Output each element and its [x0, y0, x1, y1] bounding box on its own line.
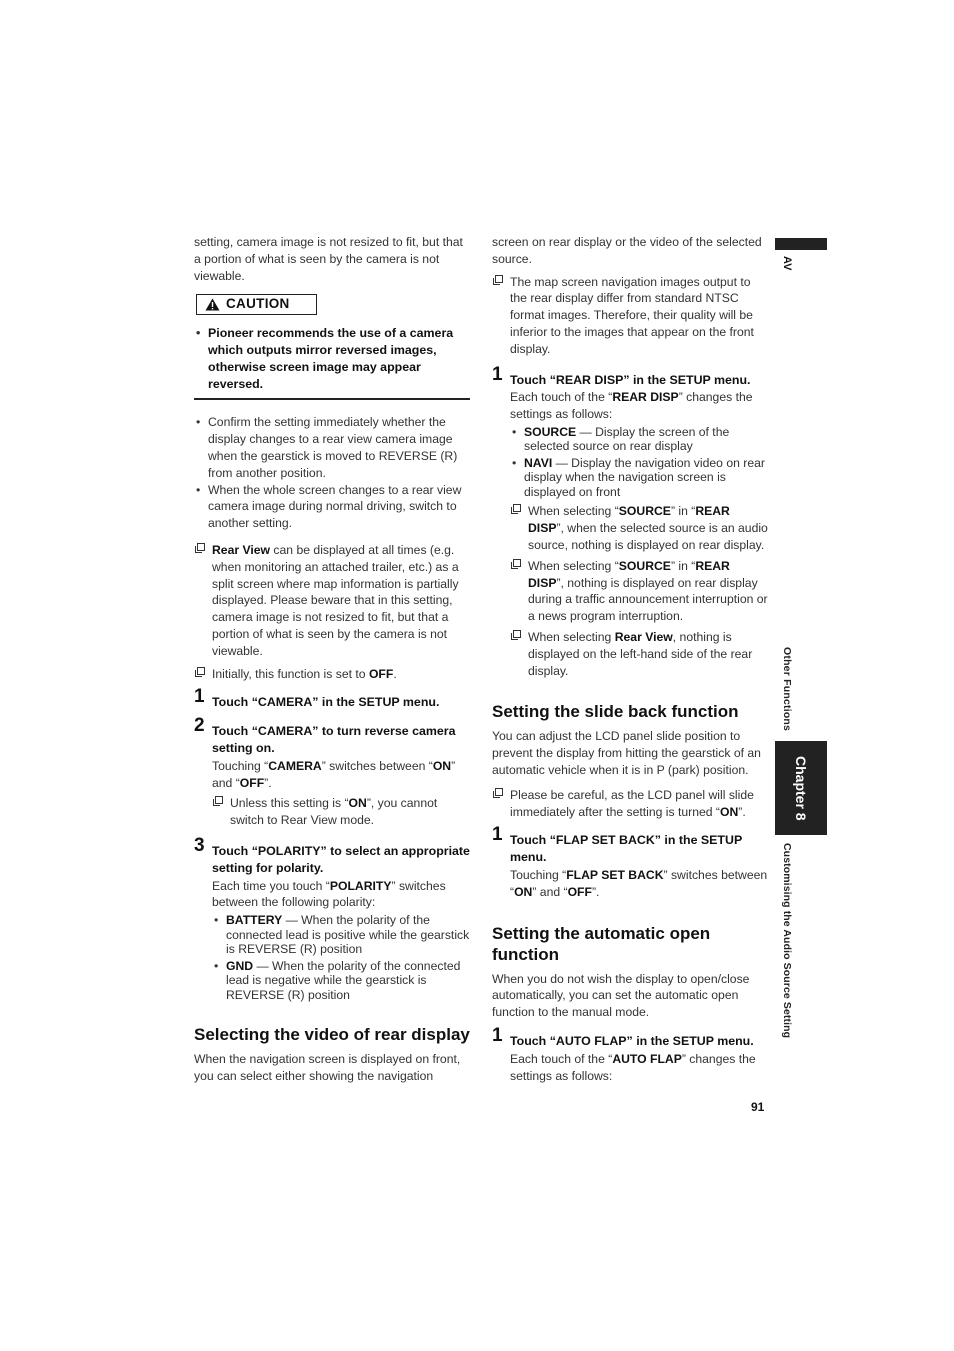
chapter-tab: [775, 741, 827, 835]
note-checkbox-icon: [493, 278, 500, 285]
step-3: [194, 834, 470, 1002]
step-title: Touch “FLAP SET BACK” in the SETUP menu.: [510, 833, 742, 865]
caution-label: [196, 294, 317, 315]
caution-text-label: CAUTION: [226, 296, 290, 312]
note-checkbox-icon: [511, 562, 518, 569]
section-text: When you do not wish the display to open/close automatically, you can set the automatic open function to the manual mode.: [492, 971, 750, 1020]
step-body: Each time you touch “POLARITY” switches between the following polarity:: [212, 878, 446, 910]
step-auto-flap: [492, 1025, 768, 1084]
note-checkbox-icon: [213, 799, 220, 806]
step-title: Touch “POLARITY” to select an appropriate setting for polarity.: [212, 843, 470, 875]
caution-item: • Pioneer recommends the use of a camera which outputs mirror reversed images, otherwise screen image may appear reversed.: [194, 325, 470, 392]
note-checkbox-icon: [511, 507, 518, 514]
step-number: 1: [194, 686, 205, 708]
note-item: [194, 542, 470, 660]
side-tab-bar: [775, 238, 827, 250]
step-title: Touch “CAMERA” in the SETUP menu.: [212, 695, 440, 710]
sub-bullet: • GND — When the polarity of the connected lead is negative while the gearstick is REVERSE (R) position: [212, 959, 470, 1003]
step-2: [194, 715, 470, 829]
note-checkbox-icon: [195, 546, 202, 553]
sub-bullet: • SOURCE — Display the screen of the selected source on rear display: [510, 425, 768, 454]
right-column: [492, 234, 768, 1084]
note-item: Please be careful, as the LCD panel will slide immediately after the setting is turned “ON”.: [492, 787, 768, 821]
side-label-other-functions: Other Functions: [781, 647, 793, 732]
step-body: Each touch of the “REAR DISP” changes the settings as follows:: [510, 390, 753, 422]
section-text: You can adjust the LCD panel slide position to prevent the display from hitting the gearstick of an automatic vehicle when it is in P (park) position.: [492, 729, 761, 778]
note-text: .: [393, 666, 397, 681]
side-label-av: AV: [781, 256, 793, 271]
sub-note: When selecting “SOURCE” in “REAR DISP”, when the selected source is an audio source, nothing is displayed on rear display.: [510, 503, 768, 553]
note-checkbox-icon: [195, 670, 202, 677]
step-title: Touch “AUTO FLAP” in the SETUP menu.: [510, 1034, 754, 1048]
warning-icon: [205, 298, 220, 311]
chapter-label: Chapter 8: [793, 755, 809, 821]
note-text: can be displayed at all times (e.g. when monitoring an attached trailer, etc.) as a split screen where map information is partially displayed. Please beware that in this setting, camera image is not resized to fit, but that a portion of what is seen by the camera is not viewable.: [212, 542, 459, 658]
note-bold: Rear View: [212, 542, 271, 557]
section-heading: Setting the automatic open function: [492, 923, 711, 964]
step-flap-set-back: [492, 824, 768, 900]
note-text: Initially, this function is set to: [212, 666, 369, 681]
caution-body: [194, 325, 470, 400]
page-number: 91: [751, 1100, 765, 1114]
sub-note: When selecting Rear View, nothing is displayed on the left-hand side of the rear display.: [510, 629, 768, 679]
step-body: Touching “CAMERA” switches between “ON” and “OFF”.: [212, 758, 456, 790]
note-item: [194, 666, 470, 683]
bullet-item: • Confirm the setting immediately whether the display changes to a rear view camera image when the gearstick is moved to REVERSE (R) from another position.: [194, 414, 470, 481]
note-checkbox-icon: [493, 791, 500, 798]
sub-bullet: • NAVI — Display the navigation video on rear display when the navigation screen is displayed on front: [510, 456, 768, 500]
step-number: 1: [492, 824, 503, 846]
step-rear-disp: [492, 363, 768, 680]
step-1: [194, 686, 470, 711]
note-item: [492, 274, 768, 358]
note-text: The map screen navigation images output to the rear display differ from standard NTSC format images. Therefore, their quality will be inferior to the images that appear on the front display.: [510, 274, 754, 356]
sub-bullet: • BATTERY — When the polarity of the connected lead is positive while the gearstick is REVERSE (R) position: [212, 913, 470, 957]
right-intro: screen on rear display or the video of the selected source.: [492, 235, 762, 266]
step-number: 3: [194, 834, 205, 856]
note-bold: OFF: [368, 666, 394, 681]
bullet-item: • When the whole screen changes to a rear view camera image during normal driving, switch to another setting.: [194, 482, 470, 532]
step-title: Touch “REAR DISP” in the SETUP menu.: [510, 372, 751, 387]
step-number: 2: [194, 715, 205, 737]
step-title: Touch “CAMERA” to turn reverse camera setting on.: [212, 724, 456, 755]
step-body: Each touch of the “AUTO FLAP” changes the settings as follows:: [510, 1051, 756, 1083]
section-heading: Setting the slide back function: [492, 702, 739, 722]
step-number: 1: [492, 1025, 503, 1046]
section-text: When the navigation screen is displayed on front, you can select either showing the navigation: [194, 1052, 461, 1083]
step-number: 1: [492, 363, 503, 385]
note-checkbox-icon: [511, 633, 518, 640]
step-body: Touching “FLAP SET BACK” switches between “ON” and “OFF”.: [510, 868, 768, 899]
left-intro: setting, camera image is not resized to fit, but that a portion of what is seen by the camera is not viewable.: [194, 235, 463, 283]
sub-note: Unless this setting is “ON”, you cannot switch to Rear View mode.: [212, 795, 470, 829]
side-label-customising: Customising the Audio Source Setting: [781, 843, 793, 1039]
sub-note: When selecting “SOURCE” in “REAR DISP”, nothing is displayed on rear display during a traffic announcement interruption or a news program interruption.: [510, 558, 768, 625]
section-heading: Selecting the video of rear display: [194, 1025, 470, 1045]
left-column: [194, 234, 470, 1085]
